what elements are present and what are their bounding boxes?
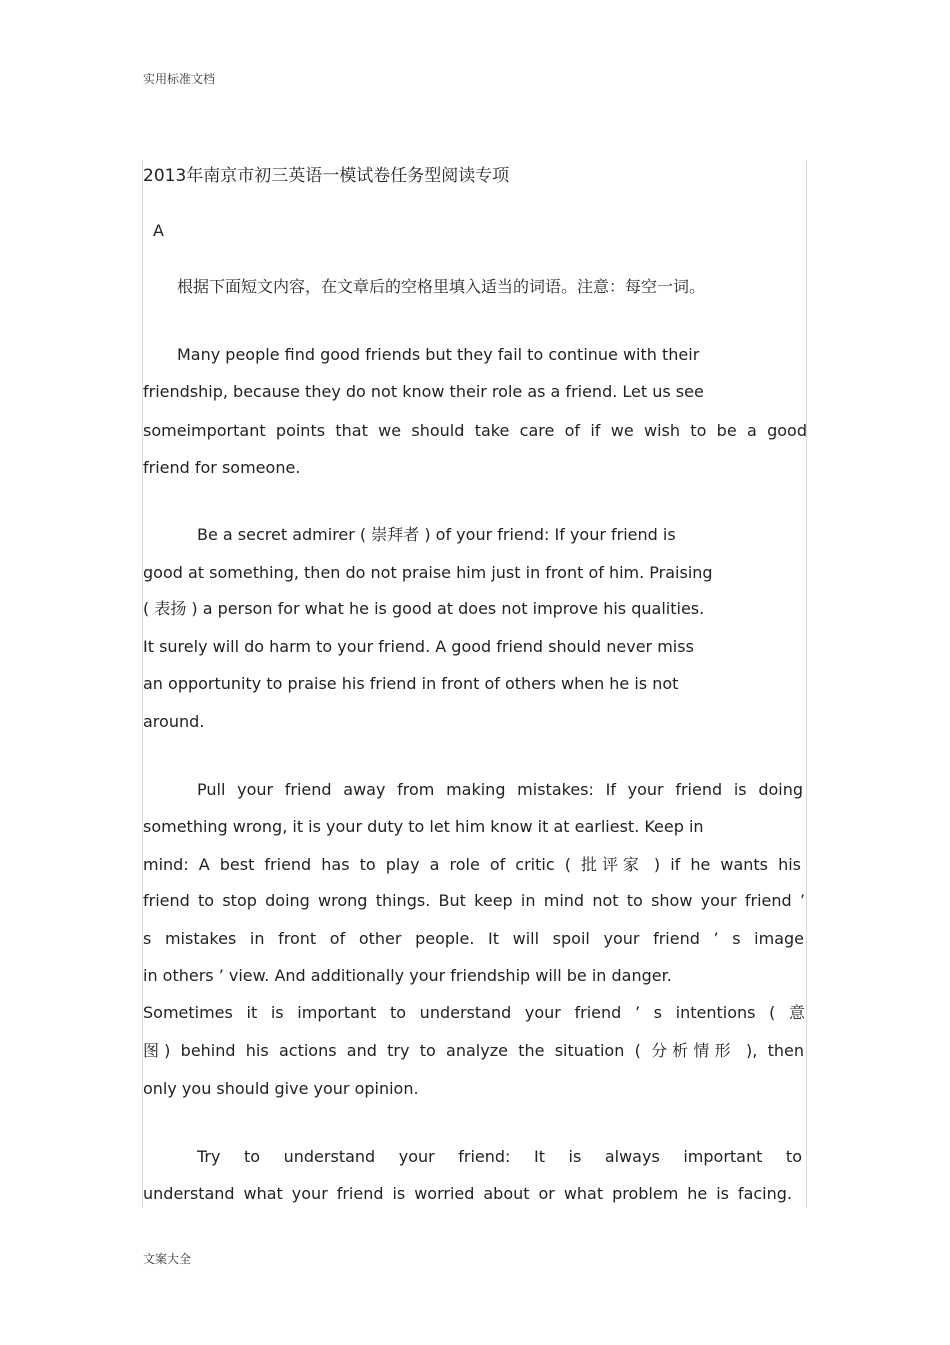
- passage-line: mind: A best friend has to play a role of critic ( 批评家 ) if he wants his: [143, 855, 801, 874]
- passage-line: good at something, then do not praise him just in front of him. Praising: [143, 563, 713, 582]
- page-footer: 文案大全: [143, 1252, 192, 1266]
- passage-line: only you should give your opinion.: [143, 1079, 419, 1098]
- passage-line: an opportunity to praise his friend in front of others when he is not: [143, 674, 679, 693]
- document-title: 2013年南京市初三英语一模试卷任务型阅读专项: [143, 166, 510, 186]
- passage-line: Sometimes it is important to understand your friend ’ s intentions ( 意: [143, 1003, 805, 1022]
- page-header: 实用标准文档: [143, 72, 216, 86]
- passage-line: friend to stop doing wrong things. But keep in mind not to show your friend ’: [143, 891, 805, 910]
- right-margin-rule: [806, 160, 807, 1208]
- instruction-text: 根据下面短文内容，在文章后的空格里填入适当的词语。注意：每空一词。: [177, 277, 706, 296]
- passage-line: around.: [143, 712, 205, 731]
- section-label: A: [153, 221, 164, 240]
- passage-line: Try to understand your friend: It is always important to: [197, 1147, 802, 1166]
- passage-line: Pull your friend away from making mistakes: If your friend is doing: [197, 780, 803, 799]
- passage-line: It surely will do harm to your friend. A good friend should never miss: [143, 637, 694, 656]
- passage-line: s mistakes in front of other people. It will spoil your friend ’ s image: [143, 929, 804, 948]
- passage-line: 图) behind his actions and try to analyze the situation ( 分析情形 ), then: [143, 1041, 804, 1060]
- passage-line: ( 表扬 ) a person for what he is good at does not improve his qualities.: [143, 599, 705, 618]
- passage-line: in others ’ view. And additionally your friendship will be in danger.: [143, 966, 672, 985]
- passage-line: friendship, because they do not know their role as a friend. Let us see: [143, 382, 704, 401]
- passage-line: something wrong, it is your duty to let him know it at earliest. Keep in: [143, 817, 704, 836]
- passage-line: Many people find good friends but they fail to continue with their: [177, 345, 700, 364]
- passage-line: understand what your friend is worried about or what problem he is facing.: [143, 1184, 792, 1203]
- passage-line: someimportant points that we should take care of if we wish to be a good: [143, 421, 807, 440]
- passage-line: Be a secret admirer ( 崇拜者 ) of your friend: If your friend is: [197, 525, 676, 544]
- passage-line: friend for someone.: [143, 458, 301, 477]
